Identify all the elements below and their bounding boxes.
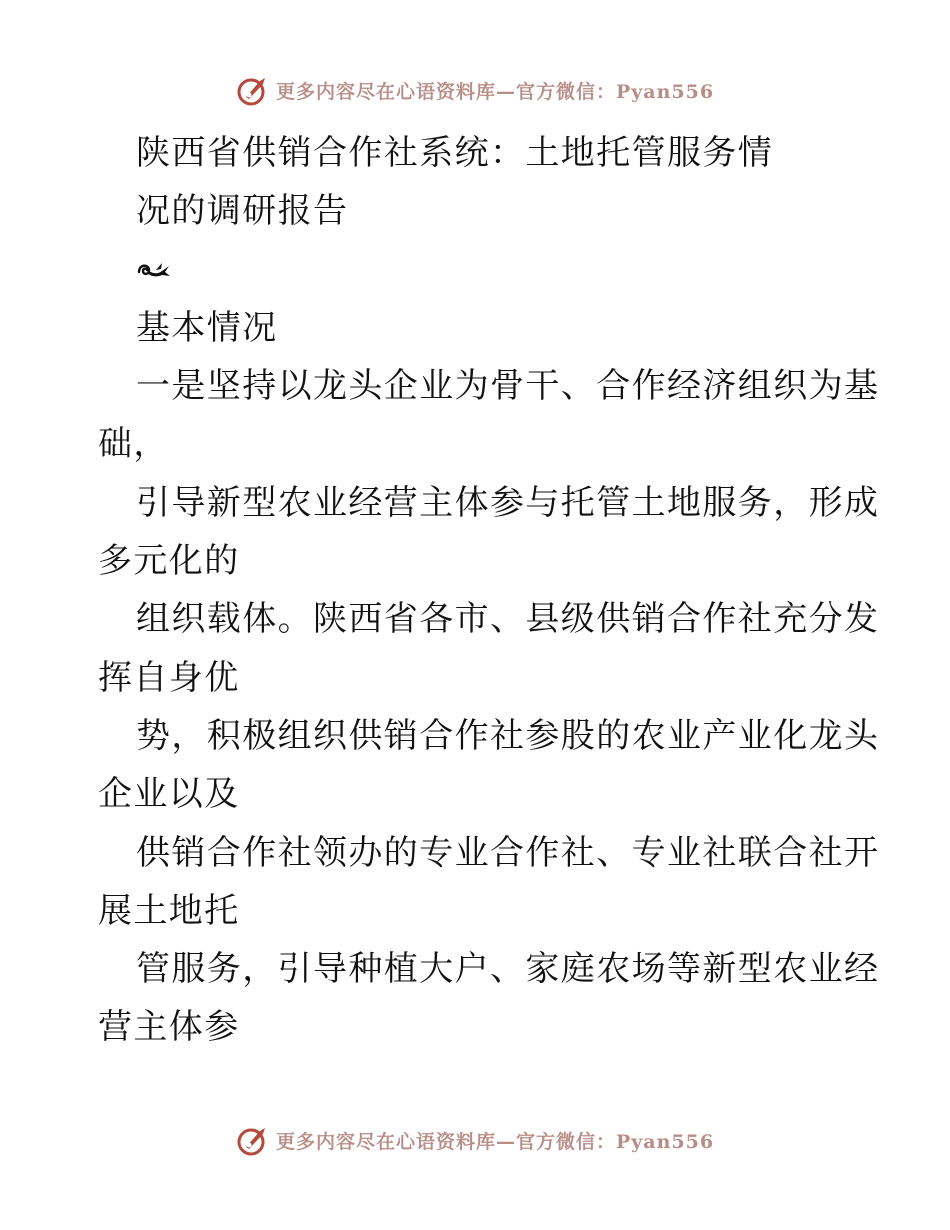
header-watermark xyxy=(0,70,950,110)
fleuron-icon xyxy=(98,241,858,299)
document-body xyxy=(98,124,880,1057)
paragraph-line: 引导新型农业经营主体参与托管土地服务，形成 xyxy=(136,482,880,523)
paragraph-line: 多元化的 xyxy=(98,541,240,582)
paragraph-line: 势，积极组织供销合作社参股的农业产业化龙头 xyxy=(136,715,880,756)
footer-watermark xyxy=(0,1120,950,1160)
section-heading: 基本情况 xyxy=(136,307,278,348)
document-title-line-2: 况的调研报告 xyxy=(136,191,349,232)
watermark-text: 更多内容尽在心语资料库—官方微信：Pyan556 xyxy=(275,1130,715,1153)
paragraph-line: 础， xyxy=(98,424,169,465)
paragraph-line: 展土地托 xyxy=(98,890,240,931)
paragraph-line: 营主体参 xyxy=(98,1007,240,1048)
paragraph-line: 挥自身优 xyxy=(98,657,240,698)
paragraph-line: 一是坚持以龙头企业为骨干、合作经济组织为基 xyxy=(136,366,880,407)
paragraph-line: 企业以及 xyxy=(98,774,240,815)
paragraph-line: 管服务，引导种植大户、家庭农场等新型农业经 xyxy=(136,949,880,990)
pen-nib-seal-icon xyxy=(236,73,270,107)
watermark-text: 更多内容尽在心语资料库—官方微信：Pyan556 xyxy=(275,80,715,103)
paragraph-line: 供销合作社领办的专业合作社、专业社联合社开 xyxy=(136,832,880,873)
paragraph-line: 组织载体。陕西省各市、县级供销合作社充分发 xyxy=(136,599,880,640)
document-title-line-1: 陕西省供销合作社系统：土地托管服务情 xyxy=(136,133,774,173)
pen-nib-seal-icon xyxy=(236,1123,270,1157)
